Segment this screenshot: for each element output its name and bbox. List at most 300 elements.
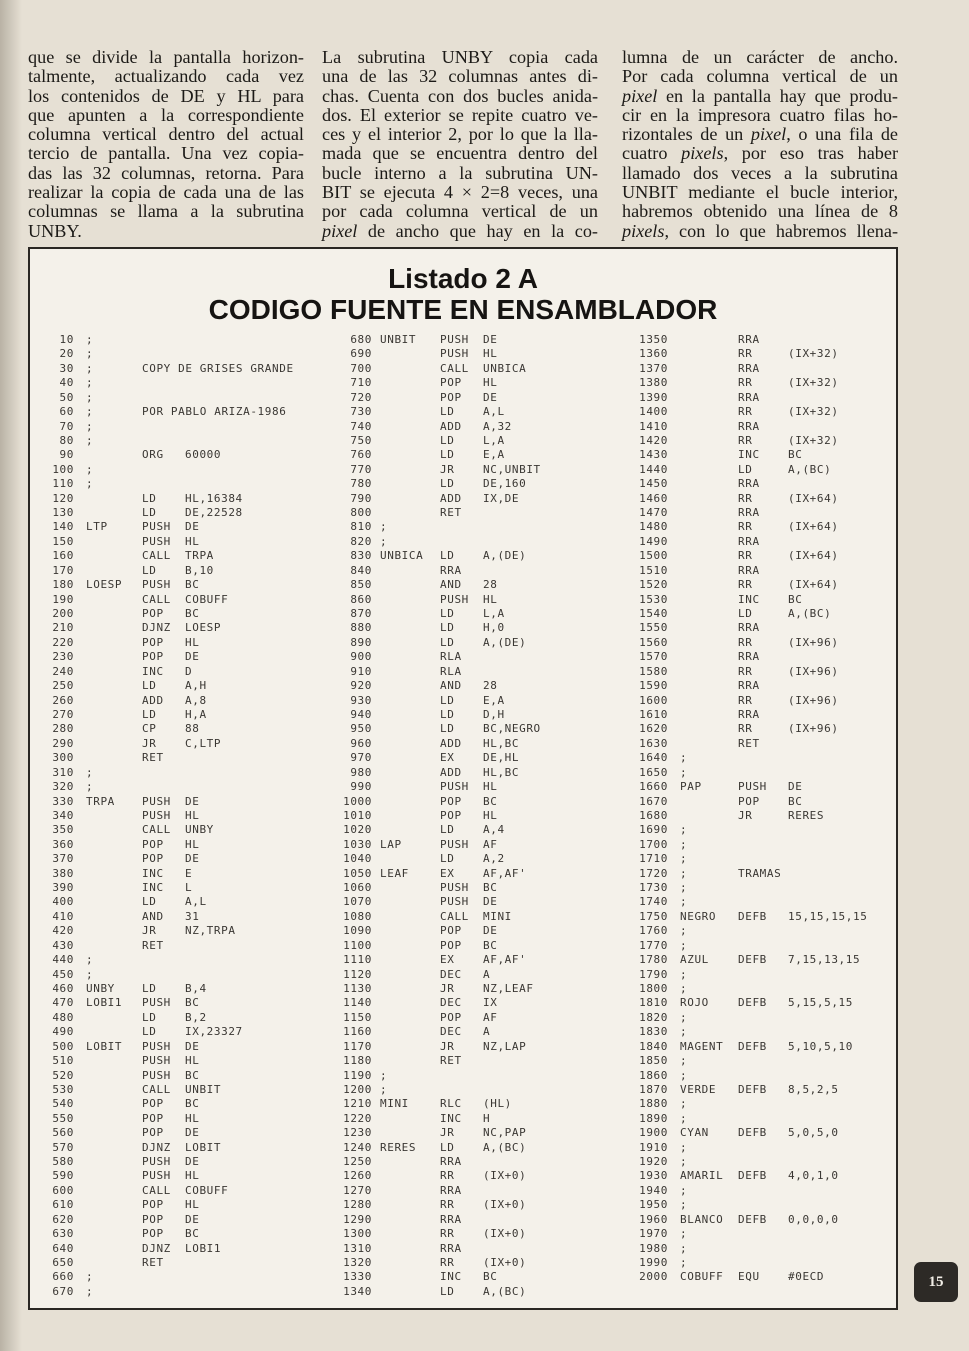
code-opcode: RR bbox=[738, 376, 753, 390]
text-line: columnas se llama a la subrutina bbox=[28, 201, 304, 222]
line-number: 1530 bbox=[639, 592, 668, 606]
code-operand: (IX+32) bbox=[788, 405, 839, 419]
code-operand: L bbox=[185, 881, 193, 895]
line-number: 20 bbox=[59, 347, 74, 361]
code-opcode: CALL bbox=[142, 1082, 171, 1096]
line-number: 1710 bbox=[639, 852, 668, 866]
code-label: LTP bbox=[86, 520, 108, 534]
line-number: 820 bbox=[350, 534, 372, 548]
code-opcode: RET bbox=[142, 751, 164, 765]
line-number: 1140 bbox=[343, 996, 372, 1010]
line-number: 580 bbox=[52, 1155, 74, 1169]
code-opcode: CALL bbox=[142, 592, 171, 606]
line-number: 930 bbox=[350, 693, 372, 707]
code-opcode: DEC bbox=[440, 967, 462, 981]
code-label: ; bbox=[86, 347, 94, 361]
line-number: 1100 bbox=[343, 938, 372, 952]
code-label: ; bbox=[680, 1010, 688, 1024]
code-opcode: PUSH bbox=[440, 592, 469, 606]
code-label: ; bbox=[680, 1198, 688, 1212]
line-number: 420 bbox=[52, 924, 74, 938]
code-label: ; bbox=[680, 938, 688, 952]
line-number: 1220 bbox=[343, 1111, 372, 1125]
line-number: 1500 bbox=[639, 549, 668, 563]
code-operand: AF bbox=[483, 1010, 498, 1024]
line-number: 1840 bbox=[639, 1039, 668, 1053]
code-opcode: POP bbox=[142, 1212, 164, 1226]
code-operand: A bbox=[483, 967, 491, 981]
line-number: 60 bbox=[59, 405, 74, 419]
code-opcode: RR bbox=[738, 693, 753, 707]
code-operand: DE bbox=[185, 794, 200, 808]
code-opcode: DEFB bbox=[738, 1212, 767, 1226]
code-label: ; bbox=[86, 1270, 94, 1284]
code-opcode: RRA bbox=[440, 1212, 462, 1226]
code-operand: A,4 bbox=[483, 823, 505, 837]
code-operand: D bbox=[185, 664, 193, 678]
code-opcode: LD bbox=[440, 433, 455, 447]
code-operand: HL bbox=[185, 1054, 200, 1068]
code-opcode: POP bbox=[440, 376, 462, 390]
code-operand: (HL) bbox=[483, 1097, 512, 1111]
line-number: 900 bbox=[350, 650, 372, 664]
code-opcode: PUSH bbox=[142, 996, 171, 1010]
code-operand: HL bbox=[185, 808, 200, 822]
code-label: ; bbox=[86, 765, 94, 779]
line-number: 1410 bbox=[639, 419, 668, 433]
line-number: 760 bbox=[350, 448, 372, 462]
line-number: 830 bbox=[350, 549, 372, 563]
code-operand: DE,HL bbox=[483, 751, 520, 765]
line-number: 770 bbox=[350, 462, 372, 476]
code-opcode: POP bbox=[142, 1111, 164, 1125]
line-number: 1430 bbox=[639, 448, 668, 462]
code-operand: HL,16384 bbox=[185, 491, 243, 505]
code-opcode: CALL bbox=[440, 361, 469, 375]
line-number: 650 bbox=[52, 1256, 74, 1269]
code-label: LEAF bbox=[380, 866, 409, 880]
line-number: 660 bbox=[52, 1270, 74, 1284]
line-number: 380 bbox=[52, 866, 74, 880]
code-opcode: RRA bbox=[738, 477, 760, 491]
code-label: ; bbox=[680, 837, 688, 851]
code-operand: (IX+96) bbox=[788, 722, 839, 736]
text-line: los contenidos de DE y HL para bbox=[28, 85, 304, 106]
line-number: 990 bbox=[350, 780, 372, 794]
line-number: 690 bbox=[350, 347, 372, 361]
line-number: 1160 bbox=[343, 1025, 372, 1039]
code-operand: IX bbox=[483, 996, 498, 1010]
line-number: 90 bbox=[59, 448, 74, 462]
line-number: 590 bbox=[52, 1169, 74, 1183]
text-line: llamado dos veces a la subrutina bbox=[622, 162, 898, 183]
text-line: dos. El exterior se repite cuatro ve- bbox=[322, 104, 598, 125]
code-operand: A,(DE) bbox=[483, 635, 527, 649]
code-opcode: LD bbox=[440, 1140, 455, 1154]
line-number: 560 bbox=[52, 1126, 74, 1140]
code-operand: 31 bbox=[185, 909, 200, 923]
code-opcode: POR PABLO ARIZA-1986 bbox=[142, 405, 287, 419]
line-number: 1390 bbox=[639, 390, 668, 404]
line-number: 180 bbox=[52, 578, 74, 592]
code-opcode: ADD bbox=[440, 491, 462, 505]
line-number: 1660 bbox=[639, 780, 668, 794]
line-number: 1270 bbox=[343, 1183, 372, 1197]
line-number: 270 bbox=[52, 707, 74, 721]
code-label: ; bbox=[86, 361, 94, 375]
code-label: ; bbox=[86, 462, 94, 476]
code-opcode: INC bbox=[142, 664, 164, 678]
code-label: ; bbox=[86, 1284, 94, 1298]
line-number: 1880 bbox=[639, 1097, 668, 1111]
code-opcode: CALL bbox=[142, 823, 171, 837]
code-opcode: JR bbox=[440, 462, 455, 476]
line-number: 1990 bbox=[639, 1256, 668, 1269]
code-operand: NZ,TRPA bbox=[185, 924, 236, 938]
line-number: 1770 bbox=[639, 938, 668, 952]
code-operand: 5,0,5,0 bbox=[788, 1126, 839, 1140]
line-number: 1200 bbox=[343, 1082, 372, 1096]
code-opcode: RET bbox=[440, 1054, 462, 1068]
code-operand: BC bbox=[185, 607, 200, 621]
code-operand: (IX+32) bbox=[788, 433, 839, 447]
line-number: 680 bbox=[350, 333, 372, 346]
code-opcode: LD bbox=[440, 635, 455, 649]
line-number: 210 bbox=[52, 621, 74, 635]
code-operand: A,(BC) bbox=[483, 1140, 527, 1154]
line-number: 1300 bbox=[343, 1227, 372, 1241]
code-operand: E,A bbox=[483, 693, 505, 707]
code-opcode: DEFB bbox=[738, 1126, 767, 1140]
code-operand: B,2 bbox=[185, 1010, 207, 1024]
code-opcode: EX bbox=[440, 866, 455, 880]
code-operand: C,LTP bbox=[185, 736, 222, 750]
code-label: ; bbox=[86, 953, 94, 967]
code-operand: BC bbox=[185, 1068, 200, 1082]
line-number: 950 bbox=[350, 722, 372, 736]
code-label: ; bbox=[680, 881, 688, 895]
code-opcode: LD bbox=[142, 981, 157, 995]
line-number: 480 bbox=[52, 1010, 74, 1024]
line-number: 1420 bbox=[639, 433, 668, 447]
code-opcode: EX bbox=[440, 953, 455, 967]
line-number: 1120 bbox=[343, 967, 372, 981]
line-number: 1910 bbox=[639, 1140, 668, 1154]
code-label: ; bbox=[680, 924, 688, 938]
code-operand: NC,UNBIT bbox=[483, 462, 541, 476]
code-opcode: RLA bbox=[440, 650, 462, 664]
code-operand: D,H bbox=[483, 707, 505, 721]
code-opcode: INC bbox=[142, 866, 164, 880]
code-opcode: INC bbox=[440, 1270, 462, 1284]
line-number: 510 bbox=[52, 1054, 74, 1068]
code-operand: LOBIT bbox=[185, 1140, 222, 1154]
code-opcode: ORG bbox=[142, 448, 164, 462]
line-number: 200 bbox=[52, 607, 74, 621]
line-number: 1360 bbox=[639, 347, 668, 361]
code-opcode: RRA bbox=[738, 390, 760, 404]
text-line: UNBIT mediante el bucle interior, bbox=[622, 182, 898, 203]
text-line: UNBY. bbox=[28, 220, 82, 241]
code-opcode: JR bbox=[440, 1126, 455, 1140]
code-label: ; bbox=[86, 405, 94, 419]
line-number: 640 bbox=[52, 1241, 74, 1255]
text-line: una de las 32 columnas antes di- bbox=[322, 66, 598, 87]
code-operand: A,(DE) bbox=[483, 549, 527, 563]
code-opcode: DEFB bbox=[738, 1082, 767, 1096]
code-label: ; bbox=[680, 895, 688, 909]
code-operand: DE,160 bbox=[483, 477, 527, 491]
line-number: 960 bbox=[350, 736, 372, 750]
code-operand: BC bbox=[483, 1270, 498, 1284]
line-number: 1700 bbox=[639, 837, 668, 851]
code-label: ; bbox=[86, 333, 94, 346]
code-label: ; bbox=[680, 1025, 688, 1039]
line-number: 410 bbox=[52, 909, 74, 923]
code-operand: DE bbox=[483, 333, 498, 346]
code-label: AMARIL bbox=[680, 1169, 724, 1183]
code-opcode: POP bbox=[440, 794, 462, 808]
code-opcode: DJNZ bbox=[142, 1140, 171, 1154]
line-number: 1720 bbox=[639, 866, 668, 880]
code-operand: BC bbox=[483, 938, 498, 952]
line-number: 1540 bbox=[639, 607, 668, 621]
code-label: ; bbox=[680, 1140, 688, 1154]
code-opcode: INC bbox=[738, 448, 760, 462]
code-operand: 0,0,0,0 bbox=[788, 1212, 839, 1226]
code-label: ; bbox=[680, 823, 688, 837]
text-line: tercio de pantalla. Una vez copia- bbox=[28, 143, 304, 164]
code-label: ; bbox=[380, 1082, 388, 1096]
code-operand: DE bbox=[185, 650, 200, 664]
code-opcode: LD bbox=[440, 722, 455, 736]
line-number: 1630 bbox=[639, 736, 668, 750]
code-operand: HL bbox=[185, 635, 200, 649]
code-operand: DE bbox=[788, 780, 803, 794]
line-number: 370 bbox=[52, 852, 74, 866]
code-operand: HL bbox=[185, 837, 200, 851]
line-number: 1050 bbox=[343, 866, 372, 880]
code-opcode: ADD bbox=[440, 736, 462, 750]
code-opcode: JR bbox=[142, 736, 157, 750]
code-opcode: JR bbox=[738, 808, 753, 822]
line-number: 1000 bbox=[343, 794, 372, 808]
text-line: ces y el interior 2, por lo que la lla- bbox=[322, 124, 598, 145]
code-label: ; bbox=[680, 1241, 688, 1255]
code-label: ROJO bbox=[680, 996, 709, 1010]
code-label: ; bbox=[380, 534, 388, 548]
line-number: 1800 bbox=[639, 981, 668, 995]
line-number: 310 bbox=[52, 765, 74, 779]
line-number: 1570 bbox=[639, 650, 668, 664]
line-number: 460 bbox=[52, 981, 74, 995]
line-number: 1080 bbox=[343, 909, 372, 923]
code-operand: (IX+64) bbox=[788, 578, 839, 592]
line-number: 170 bbox=[52, 563, 74, 577]
code-opcode: PUSH bbox=[440, 881, 469, 895]
code-opcode: RRA bbox=[738, 534, 760, 548]
code-opcode: RR bbox=[738, 405, 753, 419]
code-operand: A bbox=[483, 1025, 491, 1039]
line-number: 1870 bbox=[639, 1082, 668, 1096]
line-number: 40 bbox=[59, 376, 74, 390]
line-number: 1560 bbox=[639, 635, 668, 649]
line-number: 800 bbox=[350, 506, 372, 520]
line-number: 320 bbox=[52, 780, 74, 794]
code-opcode: LD bbox=[440, 607, 455, 621]
code-opcode: PUSH bbox=[142, 1155, 171, 1169]
code-opcode: AND bbox=[440, 578, 462, 592]
text-line: cuatro pixels, por eso tras haber bbox=[622, 143, 898, 164]
text-line: lumna de un carácter de ancho. bbox=[622, 47, 898, 67]
code-opcode: DEFB bbox=[738, 953, 767, 967]
line-number: 500 bbox=[52, 1039, 74, 1053]
line-number: 1340 bbox=[343, 1284, 372, 1298]
line-number: 850 bbox=[350, 578, 372, 592]
code-opcode: INC bbox=[738, 592, 760, 606]
code-opcode: JR bbox=[440, 981, 455, 995]
code-opcode: CALL bbox=[142, 1183, 171, 1197]
line-number: 150 bbox=[52, 534, 74, 548]
code-label: ; bbox=[680, 765, 688, 779]
code-operand: DE bbox=[483, 390, 498, 404]
line-number: 1730 bbox=[639, 881, 668, 895]
code-label: UNBY bbox=[86, 981, 115, 995]
code-label: AZUL bbox=[680, 953, 709, 967]
code-opcode: PUSH bbox=[142, 1169, 171, 1183]
line-number: 1040 bbox=[343, 852, 372, 866]
line-number: 1670 bbox=[639, 794, 668, 808]
text-column-3 bbox=[622, 48, 898, 241]
code-opcode: LD bbox=[440, 707, 455, 721]
code-opcode: LD bbox=[440, 621, 455, 635]
line-number: 280 bbox=[52, 722, 74, 736]
line-number: 530 bbox=[52, 1082, 74, 1096]
code-opcode: POP bbox=[738, 794, 760, 808]
code-opcode: PUSH bbox=[142, 578, 171, 592]
code-operand: 8,5,2,5 bbox=[788, 1082, 839, 1096]
code-opcode: RET bbox=[738, 736, 760, 750]
code-opcode: PUSH bbox=[440, 347, 469, 361]
code-opcode: RR bbox=[738, 347, 753, 361]
line-number: 600 bbox=[52, 1183, 74, 1197]
code-opcode: POP bbox=[142, 635, 164, 649]
code-operand: UNBIT bbox=[185, 1082, 222, 1096]
text-line: rizontales de un pixel, o una fila de bbox=[622, 124, 898, 145]
code-operand: DE bbox=[185, 1155, 200, 1169]
code-operand: A,8 bbox=[185, 693, 207, 707]
code-opcode: LD bbox=[142, 506, 157, 520]
code-label: VERDE bbox=[680, 1082, 717, 1096]
line-number: 1060 bbox=[343, 881, 372, 895]
code-label: MINI bbox=[380, 1097, 409, 1111]
code-operand: H bbox=[483, 1111, 491, 1125]
line-number: 220 bbox=[52, 635, 74, 649]
line-number: 1330 bbox=[343, 1270, 372, 1284]
line-number: 1510 bbox=[639, 563, 668, 577]
code-operand: (IX+0) bbox=[483, 1198, 527, 1212]
code-operand: HL,BC bbox=[483, 736, 520, 750]
code-operand: HL bbox=[483, 808, 498, 822]
line-number: 840 bbox=[350, 563, 372, 577]
line-number: 50 bbox=[59, 390, 74, 404]
code-opcode: TRAMAS bbox=[738, 866, 782, 880]
code-opcode: POP bbox=[142, 1097, 164, 1111]
code-operand: COBUFF bbox=[185, 592, 229, 606]
text-line: cir en la impresora cuatro filas ho- bbox=[622, 104, 898, 125]
code-label: ; bbox=[680, 751, 688, 765]
text-line: mada que se encuentra dentro del bbox=[322, 143, 598, 164]
code-opcode: LD bbox=[738, 462, 753, 476]
code-opcode: LD bbox=[142, 707, 157, 721]
code-operand: L,A bbox=[483, 433, 505, 447]
code-operand: BC bbox=[483, 794, 498, 808]
code-opcode: POP bbox=[142, 607, 164, 621]
line-number: 1370 bbox=[639, 361, 668, 375]
line-number: 1010 bbox=[343, 808, 372, 822]
code-operand: (IX+64) bbox=[788, 520, 839, 534]
line-number: 910 bbox=[350, 664, 372, 678]
line-number: 1650 bbox=[639, 765, 668, 779]
code-label: ; bbox=[680, 1183, 688, 1197]
code-opcode: RET bbox=[142, 938, 164, 952]
code-label: NEGRO bbox=[680, 909, 717, 923]
code-operand: H,A bbox=[185, 707, 207, 721]
code-operand: (IX+32) bbox=[788, 347, 839, 361]
code-operand: DE bbox=[185, 852, 200, 866]
code-operand: NZ,LEAF bbox=[483, 981, 534, 995]
code-label: ; bbox=[680, 1068, 688, 1082]
code-opcode: RRA bbox=[440, 563, 462, 577]
line-number: 250 bbox=[52, 679, 74, 693]
code-opcode: CP bbox=[142, 722, 157, 736]
line-number: 1150 bbox=[343, 1010, 372, 1024]
code-opcode: LD bbox=[440, 549, 455, 563]
line-number: 390 bbox=[52, 881, 74, 895]
line-number: 2000 bbox=[639, 1270, 668, 1284]
line-number: 570 bbox=[52, 1140, 74, 1154]
code-opcode: INC bbox=[440, 1111, 462, 1125]
line-number: 1590 bbox=[639, 679, 668, 693]
code-label: ; bbox=[86, 967, 94, 981]
line-number: 790 bbox=[350, 491, 372, 505]
line-number: 30 bbox=[59, 361, 74, 375]
code-opcode: RR bbox=[738, 578, 753, 592]
line-number: 700 bbox=[350, 361, 372, 375]
code-opcode: DJNZ bbox=[142, 1241, 171, 1255]
code-opcode: PUSH bbox=[142, 1039, 171, 1053]
line-number: 470 bbox=[52, 996, 74, 1010]
line-number: 1620 bbox=[639, 722, 668, 736]
code-label: ; bbox=[680, 1227, 688, 1241]
code-opcode: AND bbox=[142, 909, 164, 923]
line-number: 860 bbox=[350, 592, 372, 606]
text-line: das las 32 columnas, retorna. Para bbox=[28, 162, 304, 183]
code-opcode: POP bbox=[142, 650, 164, 664]
code-label: RERES bbox=[380, 1140, 417, 1154]
line-number: 440 bbox=[52, 953, 74, 967]
code-opcode: RR bbox=[738, 520, 753, 534]
line-number: 1760 bbox=[639, 924, 668, 938]
code-operand: 4,0,1,0 bbox=[788, 1169, 839, 1183]
code-operand: BC,NEGRO bbox=[483, 722, 541, 736]
code-label: MAGENT bbox=[680, 1039, 724, 1053]
code-label: LAP bbox=[380, 837, 402, 851]
line-number: 920 bbox=[350, 679, 372, 693]
line-number: 1600 bbox=[639, 693, 668, 707]
code-opcode: RLA bbox=[440, 664, 462, 678]
line-number: 240 bbox=[52, 664, 74, 678]
